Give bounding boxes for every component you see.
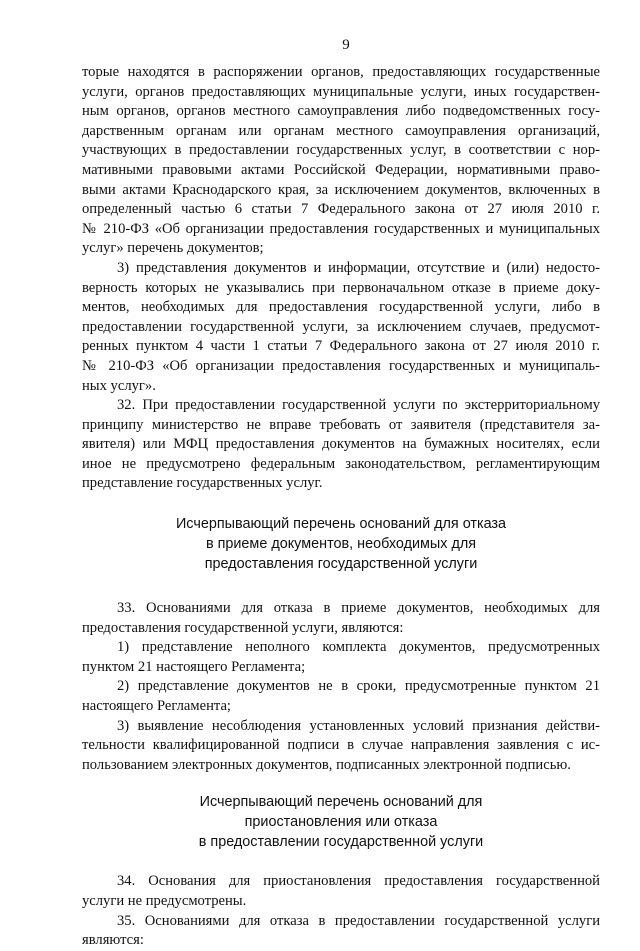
text-line: ментов, необходимых для предоставления государственной услуги, либо в [82, 299, 600, 316]
heading-line: предоставления государственной услуги [204, 556, 478, 573]
text-line: предоставлении государственной услуги, за исключением случаев, предусмот- [82, 318, 600, 335]
paragraph-32 [82, 396, 600, 494]
text-line: являются: [82, 932, 144, 949]
paragraph-34 [82, 872, 600, 911]
text-line: торые находятся в распоряжении органов, предоставляющих государственные [82, 64, 600, 80]
paragraph-35 [82, 912, 600, 951]
paragraph-33 [82, 599, 600, 638]
heading-line: приостановления или отказа [244, 814, 438, 831]
text-line: мативными правовыми актами Российской Федерации, нормативными право- [82, 161, 600, 178]
text-line: 1) представление неполного комплекта документов, предусмотренных [117, 639, 600, 656]
section-heading [82, 514, 600, 574]
intro-paragraph [82, 63, 600, 259]
text-line: № 210-ФЗ «Об организации предоставления государственных и муниципаль- [82, 357, 600, 374]
text-line: услуги не предусмотрены. [82, 893, 247, 909]
item-3-paragraph [82, 259, 600, 396]
text-line: настоящего Регламента; [82, 698, 231, 715]
paragraph-33-item-3 [82, 717, 600, 776]
section-heading [82, 792, 600, 852]
text-line: услуги, органов предоставляющих муниципальные услуги, иных государствен- [82, 83, 600, 100]
text-line: 35. Основаниями для отказа в предоставлении государственной услуги [117, 912, 600, 929]
paragraph-33-item-2 [82, 677, 600, 716]
text-line: иное не предусмотрено федеральным законодательством, регламентирующим [82, 455, 600, 472]
text-line: 33. Основаниями для отказа в приеме документов, необходимых для [117, 600, 600, 617]
text-line: представление государственных услуг. [82, 475, 323, 492]
text-line: 3) выявление несоблюдения установленных условий признания действи- [117, 717, 600, 734]
text-line: пользованием электронных документов, подписанных электронной подписью. [82, 756, 571, 773]
text-line: явителя) или МФЦ предоставления документов на бумажных носителях, если [82, 436, 600, 453]
text-line: 2) представление документов не в сроки, предусмотренные пунктом 21 [117, 678, 600, 695]
text-line: верность которых не указывались при первоначальном отказе в приеме доку- [82, 279, 600, 296]
heading-line: Исчерпывающий перечень оснований для отказа [175, 516, 507, 533]
document-body [82, 63, 600, 951]
page-number: 9 [342, 37, 350, 53]
text-line: выми актами Краснодарского края, за исключением документов, включенных в [82, 181, 600, 198]
text-line: услуг» перечень документов; [82, 240, 264, 257]
text-line: определенный частью 6 статьи 7 Федерального закона от 27 июля 2010 г. [82, 201, 600, 218]
heading-line: Исчерпывающий перечень оснований для [199, 794, 483, 811]
heading-line: в приеме документов, необходимых для [205, 536, 477, 553]
text-line: ным органов, органов местного самоуправления либо подведомственных госу- [82, 103, 600, 120]
text-line: 32. При предоставлении государственной услуги по экстерриториальному [117, 397, 600, 414]
text-line: 34. Основания для приостановления предоставления государственной [117, 873, 600, 890]
text-line: дарственным органам или органам местного самоуправления организаций, [82, 122, 600, 139]
text-line: тельности квалифицированной подписи в случае направления заявления с ис- [82, 737, 600, 754]
text-line: предоставления государственной услуги, являются: [82, 619, 404, 636]
text-line: ренных пунктом 4 части 1 статьи 7 Федерального закона от 27 июля 2010 г. [82, 338, 600, 355]
text-line: 3) представления документов и информации, отсутствие и (или) недосто- [117, 259, 600, 276]
text-line: принципу министерство не вправе требовать от заявителя (представителя за- [82, 416, 600, 433]
text-line: пунктом 21 настоящего Регламента; [82, 658, 306, 675]
paragraph-33-item-1 [82, 638, 600, 677]
text-line: ных услуг». [82, 377, 156, 394]
text-line: участвующих в предоставлении государственных услуг, в соответствии с нор- [82, 142, 600, 159]
heading-line: в предоставлении государственной услуги [198, 834, 484, 851]
text-line: № 210-ФЗ «Об организации предоставления государственных и муниципальных [82, 220, 600, 237]
